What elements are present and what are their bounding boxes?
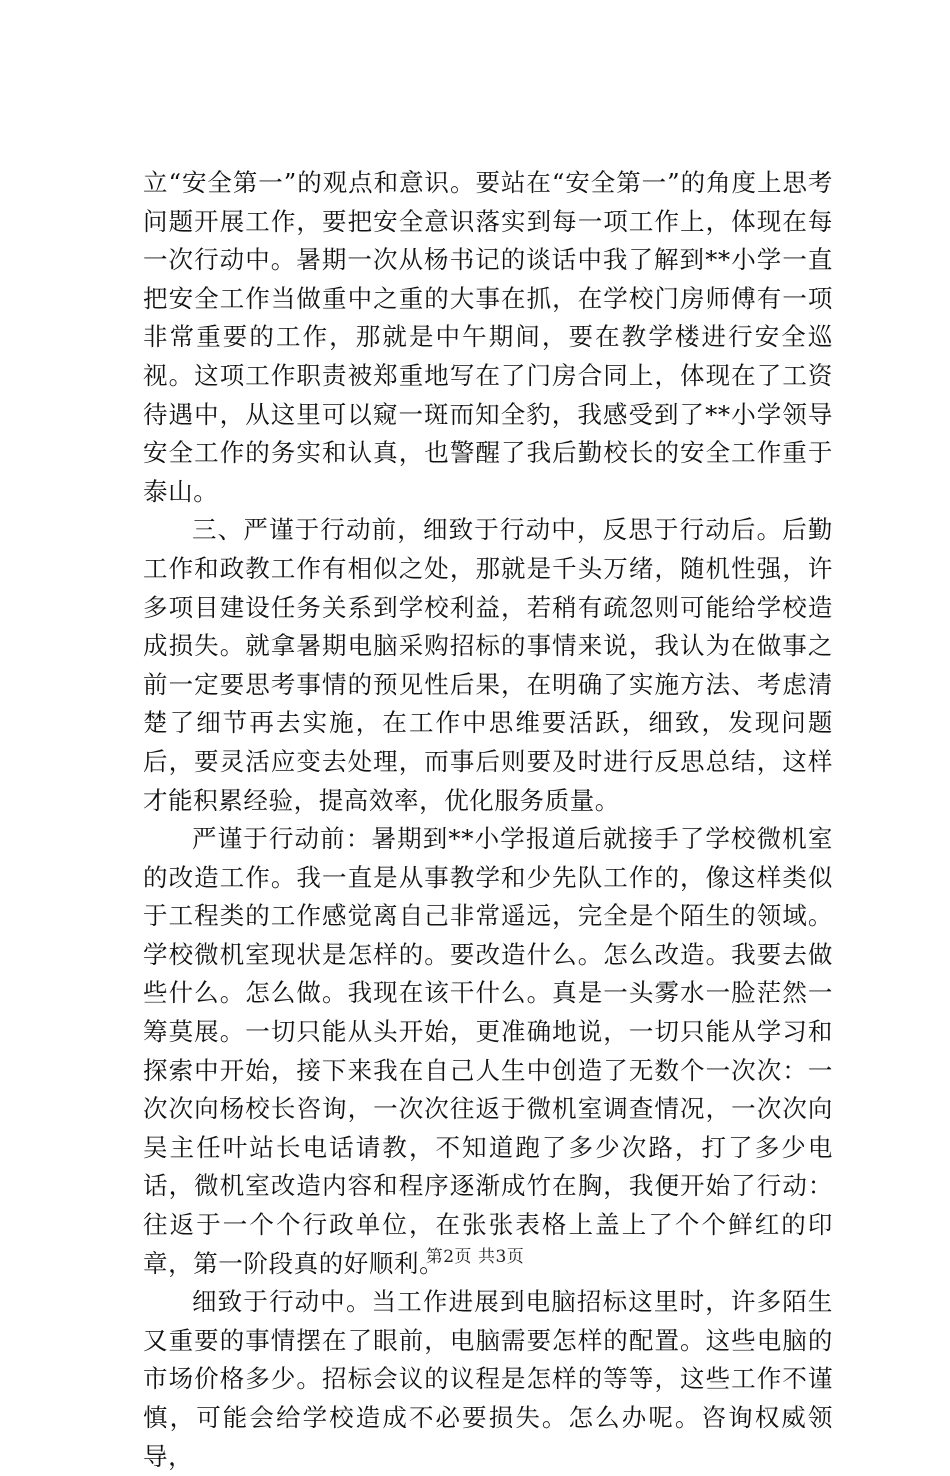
body-text [143, 164, 833, 1476]
page-footer: 第2页 共3页 [425, 1247, 525, 1267]
paragraph-3: 严谨于行动前：暑期到**小学报道后就接手了学校微机室的改造工作。我一直是从事教学和少先队工作的，像这样类似于工程类的工作感觉离自己非常遥远，完全是个陌生的领域。学校微机室现状是怎样的。要改造什么。怎么改造。我要去做些什么。怎么做。我现在该干什么。真是一头雾水一脸茫然一筹莫展。一切只能从头开始，更准确地说，一切只能从学习和探索中开始，接下来我在自己人生中创造了无数个一次次：一次次向杨校长咨询，一次次往返于微机室调查情况，一次次向吴主任叶站长电话请教，不知道跑了多少次路，打了多少电话，微机室改造内容和程序逐渐成竹在胸，我便开始了行动：往返于一个个行政单位，在张张表格上盖上了个个鲜红的印章，第一阶段真的好顺利。 [143, 824, 833, 1278]
paragraph-2: 三、严谨于行动前，细致于行动中，反思于行动后。后勤工作和政教工作有相似之处，那就是千头万绪，随机性强，许多项目建设任务关系到学校利益，若稍有疏忽则可能给学校造成损失。就拿暑期电脑采购招标的事情来说，我认为在做事之前一定要思考事情的预见性后果，在明确了实施方法、考虑清楚了细节再去实施，在工作中思维要活跃，细致，发现问题后，要灵活应变去处理，而事后则要及时进行反思总结，这样才能积累经验，提高效率，优化服务质量。 [143, 515, 833, 815]
paragraph-4: 细致于行动中。当工作进展到电脑招标这里时，许多陌生又重要的事情摆在了眼前，电脑需要怎样的配置。这些电脑的市场价格多少。招标会议的议程是怎样的等等，这些工作不谨慎，可能会给学校造成不必要损失。怎么办呢。咨询权威领导， [143, 1287, 833, 1471]
paragraph-1: 立“安全第一”的观点和意识。要站在“安全第一”的角度上思考问题开展工作，要把安全意识落实到每一项工作上，体现在每一次行动中。暑期一次从杨书记的谈话中我了解到**小学一直把安全工作当做重中之重的大事在抓，在学校门房师傅有一项非常重要的工作，那就是中午期间，要在教学楼进行安全巡视。这项工作职责被郑重地写在了门房合同上，体现在了工资待遇中，从这里可以窥一斑而知全豹，我感受到了**小学领导安全工作的务实和认真，也警醒了我后勤校长的安全工作重于泰山。 [143, 168, 833, 506]
